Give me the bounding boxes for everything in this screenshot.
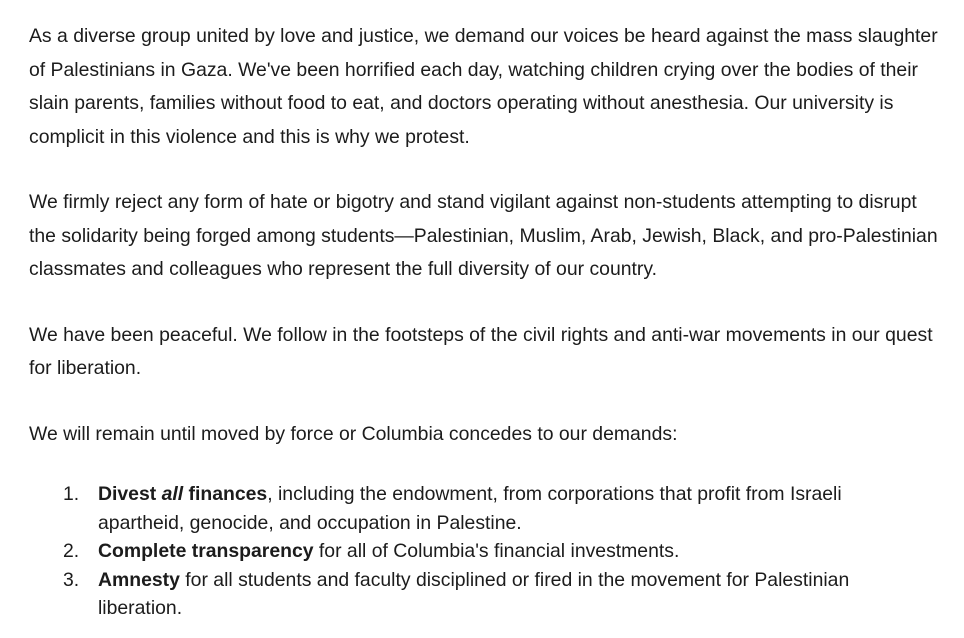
- list-item-number: 2.: [63, 540, 80, 562]
- demand-heading: Amnesty: [98, 568, 180, 591]
- demand-text: , including the endowment, from corporations that profit from Israeli apartheid, genocide, and occupation in Palestine.: [98, 483, 842, 534]
- paragraph-peaceful: We have been peaceful. We follow in the footsteps of the civil rights and anti-war movements in our quest for liberation.: [29, 323, 933, 379]
- paragraph-intro: As a diverse group united by love and justice, we demand our voices be heard against the mass slaughter of Palestinians in Gaza. We've been horrified each day, watching children crying over the bodies of their slain parents, families without food to eat, and doctors operating without anesthesia. Our university is complicit in this violence and this is why we protest.: [29, 25, 938, 148]
- statement-body: [29, 20, 944, 451]
- list-item-number: 3.: [63, 568, 80, 591]
- list-item-number: 1.: [63, 483, 80, 505]
- demand-heading: Complete transparency: [98, 540, 314, 562]
- list-item: [29, 566, 929, 623]
- demand-heading: Divest all finances: [98, 483, 268, 505]
- paragraph-solidarity: We firmly reject any form of hate or bigotry and stand vigilant against non-students attempting to disrupt the solidarity being forged among students—Palestinian, Muslim, Arab, Jewish, Black, and pro-Palestinian classmates and colleagues who represent the full diversity of our country.: [29, 191, 938, 280]
- demand-text: for all students and faculty disciplined or fired in the movement for Palestinian liberation.: [98, 568, 850, 619]
- demands-list: [29, 480, 929, 623]
- demand-text: for all of Columbia's financial investments.: [313, 540, 680, 562]
- paragraph-demands-intro: We will remain until moved by force or Columbia concedes to our demands:: [29, 422, 678, 445]
- list-item: [29, 537, 929, 566]
- list-item: [29, 480, 929, 537]
